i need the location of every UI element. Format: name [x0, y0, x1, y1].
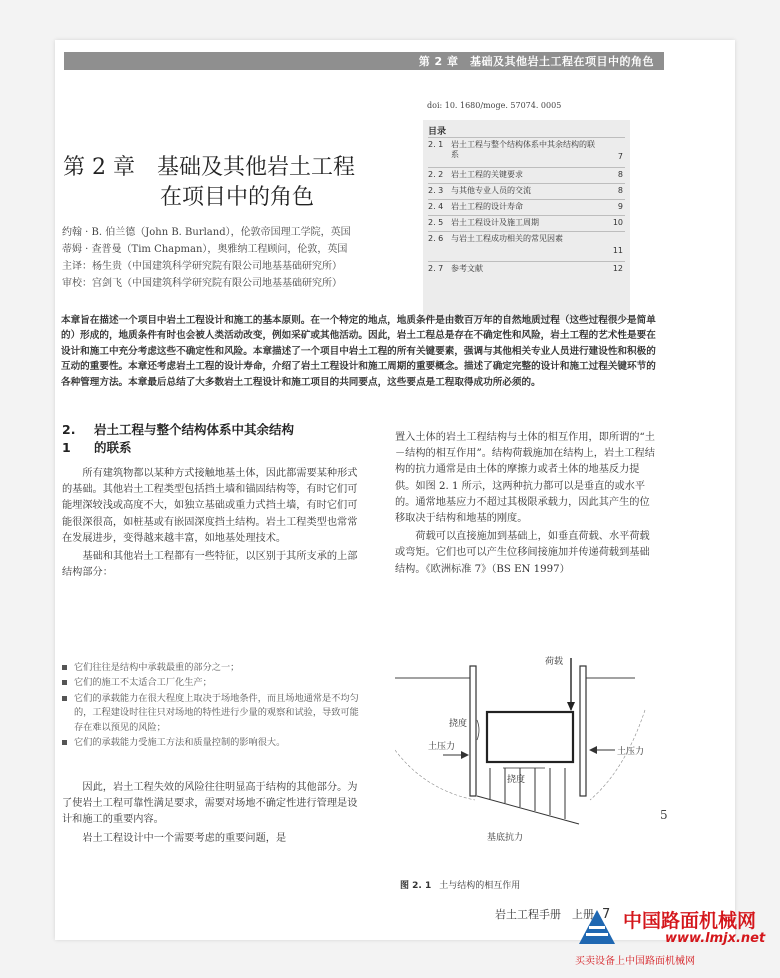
right-column-text: [395, 430, 657, 580]
toc-item-page: 11: [612, 246, 623, 255]
footer-book-title: 岩土工程手册 上册: [495, 908, 594, 921]
bullet-item: [62, 736, 364, 750]
figure-caption: [400, 878, 520, 891]
paragraph: 岩土工程设计中一个需要考虑的重要问题，是: [82, 832, 287, 844]
bullet-text: 它们的承载能力在很大程度上取决于场地条件，而且场地通常是不均匀的，工程建设时往往只对场地的特性进行少量的观察和试验，导致可能存在难以预见的风险；: [74, 692, 359, 733]
bullet-text: 它们的施工不太适合工厂化生产；: [74, 677, 212, 689]
paragraph: 所有建筑物都以某种方式接触地基土体，因此都需要某种形式的基础。其他岩土工程类型包括挡土墙和锚固结构等，有时它们可能埋深较浅或高度不大，如独立基础或重力式挡土墙，有时它们可能很深很高，如桩基或有嵌固深度挡土结构。岩土工程类型也常常在发展进步，变得越来越丰富，如地基处理技术。: [62, 468, 358, 544]
retaining-wall-right: [580, 666, 586, 796]
toc-item-number: 2. 5: [428, 218, 444, 227]
label-earth-pressure-right: 土压力: [617, 747, 645, 757]
toc-item-number: 2. 7: [428, 264, 444, 273]
running-header: [64, 52, 664, 70]
figure-caption-text: 土与结构的相互作用: [439, 881, 521, 891]
toc-item-number: 2. 6: [428, 234, 444, 243]
logo-stripe: [589, 926, 605, 929]
paragraph: 因此，岩土工程失效的风险往往明显高于结构的其他部分。为了使岩土工程可靠性满足要求，需要对场地不确定性进行管理是设计和施工的重要内容。: [62, 782, 358, 826]
paragraph: 置入土体的岩土工程结构与土体的相互作用，即所谓的“土－结构的相互作用”。结构荷载施加在结构上，岩土工程结构的抗力通常是由土体的摩擦力或者土体的地基反力提供。如图 2. 1 所示，这两种抗力都可以是垂直的或水平的。通常地基应力不超过其极限承载力，因此其产生的位移取决于结构和地基的刚度。: [395, 432, 655, 525]
toc-item-page: 10: [612, 218, 623, 227]
bullet-square-icon: [62, 680, 67, 685]
bullet-square-icon: [62, 696, 67, 701]
label-load: 荷载: [545, 657, 564, 667]
chapter-title: 第 2 章 基础及其他岩土工程: [63, 155, 355, 180]
contents-title: 目录: [428, 127, 447, 137]
toc-item-title: 与岩土工程成功相关的常见因素: [451, 234, 563, 243]
toc-item: [428, 261, 625, 277]
author-line: 蒂姆 · 查普曼（Tim Chapman），奥雅纳工程顾问，伦敦，英国: [62, 244, 348, 255]
toc-item-title: 岩土工程与整个结构体系中其余结构的联系: [451, 140, 595, 159]
figure-soil-structure-interaction: [395, 650, 655, 860]
toc-item-page: 8: [617, 170, 623, 179]
foundation-box: [487, 712, 573, 762]
left-column-text: [62, 466, 364, 583]
retaining-wall-left: [470, 666, 476, 796]
label-earth-pressure-left: 土压力: [428, 742, 456, 752]
section-title: 岩土工程与整个结构体系中其余结构: [94, 422, 295, 437]
toc-item-number: 2. 1: [428, 140, 444, 149]
toc-item: [428, 199, 625, 215]
page-number: 7: [602, 907, 611, 922]
bullet-item: [62, 676, 364, 690]
watermark-title: 中国路面机械网: [623, 910, 757, 932]
reviewer-line: 审校：宫剑飞（中国建筑科学研究院有限公司地基基础研究所）: [62, 278, 342, 289]
paragraph: 荷载可以直接施加到基础上，如垂直荷载、水平荷载或弯矩。它们也可以产生位移间接施加并传递荷载到基础结构。《欧洲标准 7》（BS EN 1997）: [395, 531, 650, 575]
margin-number: 5: [660, 808, 668, 822]
bullet-text: 它们往往是结构中承载最重的部分之一；: [74, 662, 240, 673]
deflection-curve: [477, 720, 479, 740]
bullet-item: [62, 661, 364, 675]
toc-item: [428, 137, 625, 167]
toc-item-page: 7: [617, 152, 623, 161]
toc-item: [428, 215, 625, 231]
chapter-title-continued: 在项目中的角色: [160, 185, 315, 210]
watermark-tagline: 买卖设备上中国路面机械网: [575, 956, 695, 967]
base-resistance-baseline: [477, 796, 579, 824]
label-deflection-top: 挠度: [449, 719, 468, 729]
bullet-list: [62, 661, 364, 751]
section-number: 2. 1: [62, 422, 76, 455]
arrow-right-icon: [461, 751, 469, 759]
translator-line: 主译：杨生贵（中国建筑科学研究院有限公司地基基础研究所）: [62, 261, 342, 272]
bullet-item: [62, 692, 364, 735]
label-deflection-bottom: 挠度: [507, 775, 526, 785]
toc-item-title: 岩土工程设计及施工周期: [451, 218, 539, 227]
left-column-text-lower: [62, 780, 364, 849]
site-watermark: [575, 900, 775, 972]
contents-box: [423, 120, 630, 320]
author-line: 约翰 · B. 伯兰德（John B. Burland），伦敦帝国理工学院，英国: [62, 227, 351, 238]
toc-item-number: 2. 3: [428, 186, 444, 195]
toc-item: [428, 183, 625, 199]
toc-item-page: 12: [612, 264, 623, 273]
running-header-title: 第 2 章 基础及其他岩土工程在项目中的角色: [418, 55, 654, 68]
watermark-url: www.lmjx.net: [665, 931, 766, 946]
section-title-continued: 的联系: [94, 440, 132, 455]
toc-item-number: 2. 4: [428, 202, 444, 211]
watermark-logo-icon: [577, 908, 617, 946]
chapter-abstract: 本章旨在描述一个项目中岩土工程设计和施工的基本原则。在一个特定的地点，地质条件是由数百万年的自然地质过程（这些过程很少是简单的）形成的，地质条件有时也会被人类活动改变，例如采矿或其他活动。因此，岩土工程总是存在不确定性和风险，岩土工程的艺术性是要在设计和施工中充分考虑这些不确定性和风险。本章描述了一个项目中岩土工程的所有关键要素，强调与其他相关专业人员进行建设性和积极的互动的重要性。本章还考虑岩土工程的设计寿命，介绍了岩土工程设计和施工周期的重要概念。描述了确定完整的设计和施工过程关键环节的各种管理方法。本章最后总结了大多数岩土工程设计和施工项目的共同要点，这些要点是工程取得成功所必须的。: [61, 315, 656, 388]
bullet-square-icon: [62, 740, 67, 745]
toc-item-number: 2. 2: [428, 170, 444, 179]
toc-item: [428, 231, 625, 261]
load-arrow-head-icon: [567, 702, 575, 711]
bullet-text: 它们的承载能力受施工方法和质量控制的影响很大。: [74, 737, 286, 749]
bullet-square-icon: [62, 665, 67, 670]
toc-item-title: 与其他专业人员的交流: [451, 186, 531, 195]
arrow-left-icon: [589, 746, 597, 754]
label-base-resistance: 基底抗力: [487, 833, 524, 843]
toc-item-title: 参考文献: [451, 264, 483, 273]
toc-item-page: 9: [617, 202, 623, 211]
toc-item: [428, 167, 625, 183]
doi-line: doi: 10. 1680/moge. 57074. 0005: [427, 101, 562, 110]
toc-item-title: 岩土工程的关键要求: [451, 170, 523, 179]
author-list: [62, 224, 351, 292]
paragraph: 基础和其他岩土工程都有一些特征，以区别于其所支承的上部结构部分：: [62, 551, 358, 579]
logo-stripe: [586, 933, 608, 936]
figure-caption-label: 图 2. 1: [400, 881, 432, 891]
toc-item-title: 岩土工程的设计寿命: [451, 202, 523, 211]
toc-item-page: 8: [617, 186, 623, 195]
